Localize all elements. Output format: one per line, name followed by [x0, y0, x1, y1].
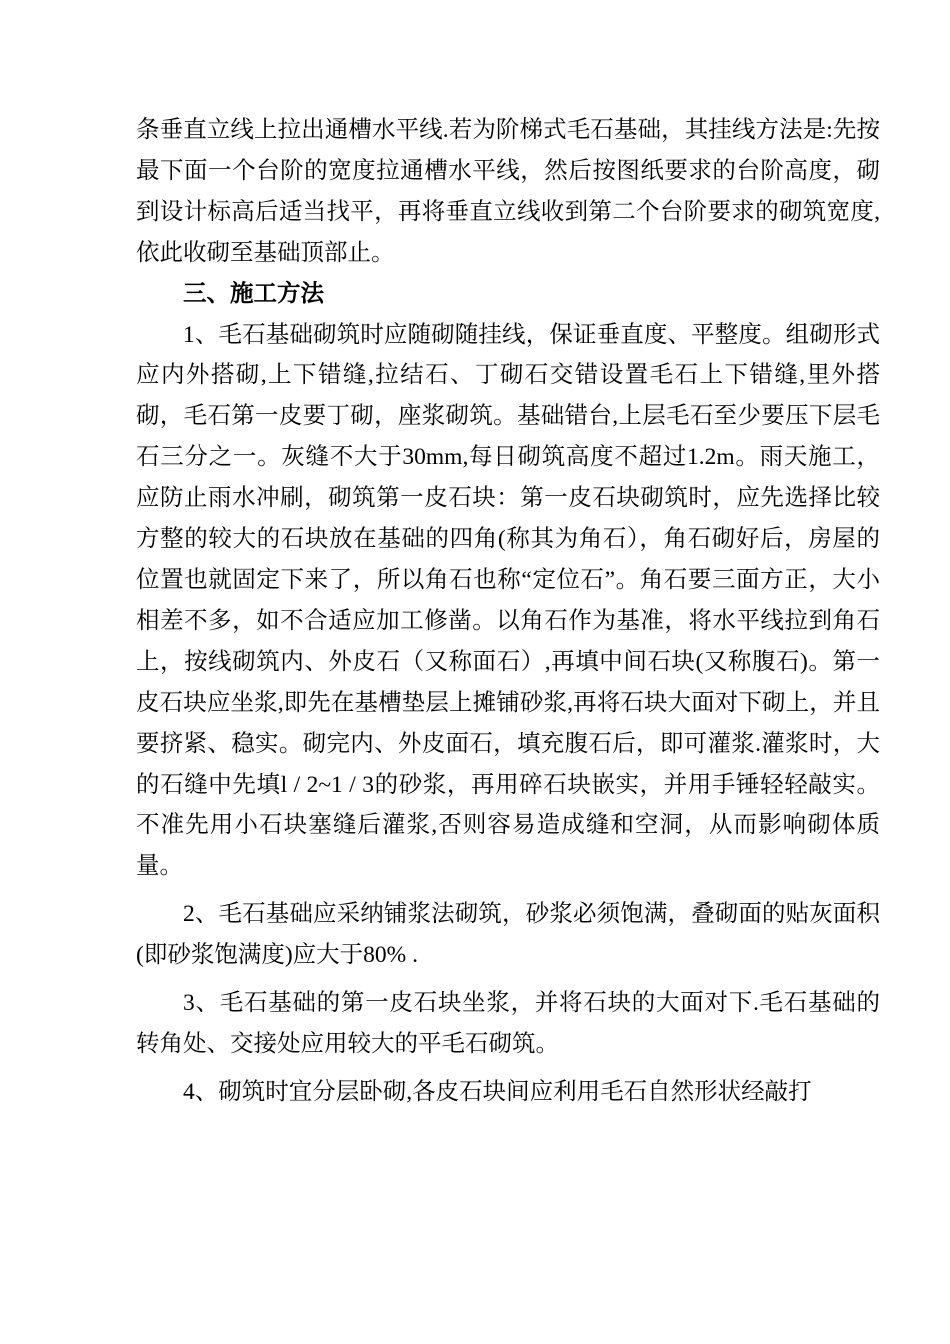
section-heading: 三、施工方法 [183, 280, 324, 307]
paragraph-continuation: 条垂直立线上拉出通槽水平线.若为阶梯式毛石基础，其挂线方法是:先按最下面一个台阶的宽度拉通槽水平线，然后按图纸要求的台阶高度，砌到设计标高后适当找平，再将垂直立线收到第二个台阶要求的砌筑宽度,依此收砌至基础顶部止。 [136, 117, 880, 266]
paragraph-item-2: 2、毛石基础应采纳铺浆法砌筑，砂浆必须饱满，叠砌面的贴灰面积(即砂浆饱满度)应大于80% . [136, 901, 880, 969]
paragraph-item-3: 3、毛石基础的第一皮石块坐浆，并将石块的大面对下.毛石基础的转角处、交接处应用较大的平毛石砌筑。 [136, 990, 880, 1057]
document-page [136, 110, 880, 1113]
paragraph-item-1: 1、毛石基础砌筑时应随砌随挂线，保证垂直度、平整度。组砌形式应内外搭砌,上下错缝,拉结石、丁砌石交错设置毛石上下错缝,里外搭砌，毛石第一皮要丁砌，座浆砌筑。基础错台,上层毛石至少要压下层毛石三分之一。灰缝不大于30mm,每日砌筑高度不超过1.2m。雨天施工，应防止雨水冲刷，砌筑第一皮石块：第一皮石块砌筑时，应先选择比较方整的较大的石块放在基础的四角(称其为角石），角石砌好后，房屋的位置也就固定下来了，所以角石也称“定位石”。角石要三面方正，大小相差不多，如不合适应加工修凿。以角石作为基准，将水平线拉到角石上，按线砌筑内、外皮石（又称面石）,再填中间石块(又称腹石)。第一皮石块应坐浆,即先在基槽垫层上摊铺砂浆,再将石块大面对下砌上，并且要挤紧、稳实。砌完内、外皮面石，填充腹石后，即可灌浆.灌浆时，大的石缝中先填l / 2~1 / 3的砂浆，再用碎石块嵌实，并用手锤轻轻敲实。不准先用小石块塞缝后灌浆,否则容易造成缝和空洞，从而影响砌体质量。 [136, 321, 880, 880]
paragraph-item-4: 4、砌筑时宜分层卧砌,各皮石块间应利用毛石自然形状经敲打 [183, 1078, 812, 1105]
